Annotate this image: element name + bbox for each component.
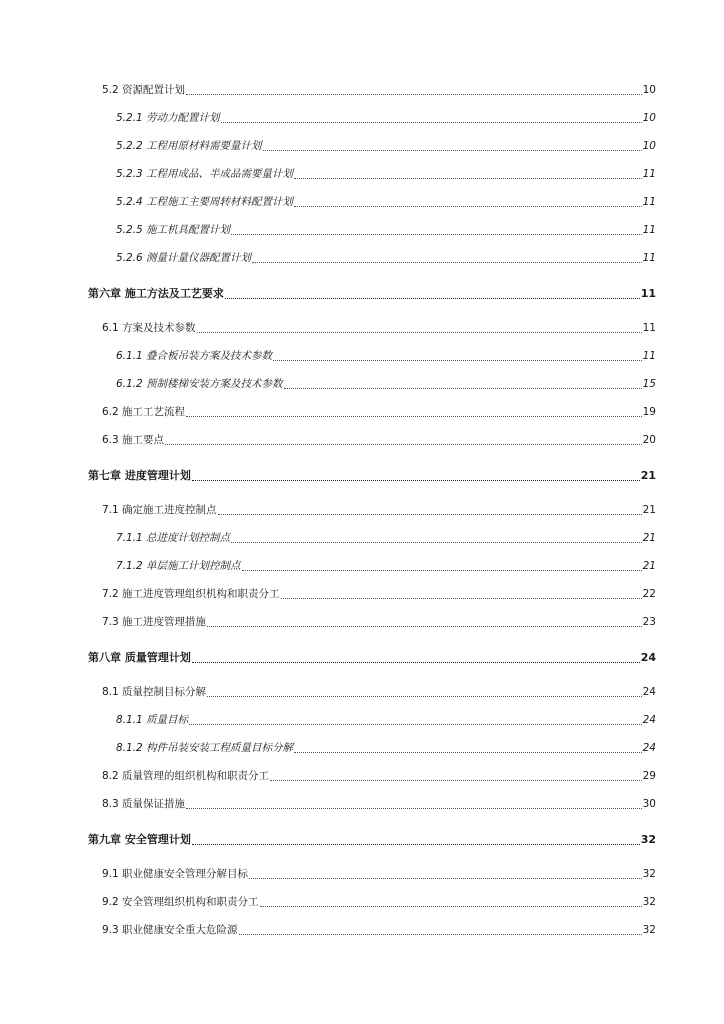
toc-entry-title: 第八章 质量管理计划 [88, 651, 191, 664]
toc-entry-9-2[interactable] [0, 890, 724, 910]
dot-leader [186, 416, 642, 417]
dot-leader [249, 878, 642, 879]
toc-entry-page: 11 [642, 252, 656, 264]
toc-entry-page: 11 [640, 287, 656, 300]
dot-leader [221, 122, 642, 123]
toc-entry-page: 32 [642, 924, 656, 936]
dot-leader [242, 570, 642, 571]
dot-leader [207, 626, 642, 627]
toc-entry-title: 6.2 施工工艺流程 [102, 406, 186, 418]
toc-entry-title: 9.2 安全管理组织机构和职责分工 [102, 896, 259, 908]
toc-entry-8-2[interactable] [0, 764, 724, 784]
toc-entry-page: 19 [642, 406, 656, 418]
toc-entry-6-1-1[interactable] [0, 344, 724, 364]
dot-leader [225, 298, 640, 299]
dot-leader [270, 780, 642, 781]
toc-entry-title: 5.2.5 施工机具配置计划 [116, 224, 231, 236]
toc-entry-page: 15 [642, 378, 656, 390]
toc-entry-page: 21 [640, 469, 656, 482]
toc-entry-page: 10 [642, 112, 656, 124]
toc-entry-title: 7.1 确定施工进度控制点 [102, 504, 217, 516]
dot-leader [294, 752, 642, 753]
toc-entry-title: 5.2.2 工程用原材料需要量计划 [116, 140, 262, 152]
toc-entry-title: 7.1.1 总进度计划控制点 [116, 532, 231, 544]
toc-entry-5-2-3[interactable] [0, 162, 724, 182]
dot-leader [218, 514, 642, 515]
toc-entry-title: 8.1.2 构件吊装安装工程质量目标分解 [116, 742, 294, 754]
toc-entry-9-1[interactable] [0, 862, 724, 882]
toc-entry-page: 11 [642, 322, 656, 334]
dot-leader [263, 150, 642, 151]
toc-entry-9-3[interactable] [0, 918, 724, 938]
toc-chapter-7[interactable] [0, 464, 724, 484]
toc-entry-8-1[interactable] [0, 680, 724, 700]
toc-entry-page: 22 [642, 588, 656, 600]
dot-leader [192, 844, 640, 845]
dot-leader [260, 906, 642, 907]
toc-chapter-8[interactable] [0, 646, 724, 666]
toc-entry-title: 第九章 安全管理计划 [88, 833, 191, 846]
toc-entry-page: 24 [642, 742, 656, 754]
toc-entry-page: 32 [642, 868, 656, 880]
toc-entry-title: 5.2.3 工程用成品、半成品需要量计划 [116, 168, 294, 180]
toc-entry-title: 6.1 方案及技术参数 [102, 322, 196, 334]
toc-entry-page: 23 [642, 616, 656, 628]
toc-entry-title: 7.2 施工进度管理组织机构和职责分工 [102, 588, 280, 600]
toc-entry-5-2-5[interactable] [0, 218, 724, 238]
toc-chapter-6[interactable] [0, 282, 724, 302]
toc-entry-7-1-2[interactable] [0, 554, 724, 574]
toc-entry-title: 5.2 资源配置计划 [102, 84, 186, 96]
toc-entry-page: 21 [642, 504, 656, 516]
toc-entry-page: 21 [642, 532, 656, 544]
toc-entry-title: 第七章 进度管理计划 [88, 469, 191, 482]
toc-entry-8-1-2[interactable] [0, 736, 724, 756]
toc-entry-page: 11 [642, 350, 656, 362]
toc-entry-8-1-1[interactable] [0, 708, 724, 728]
dot-leader [231, 234, 642, 235]
toc-entry-title: 5.2.4 工程施工主要周转材料配置计划 [116, 196, 294, 208]
toc-entry-title: 8.2 质量管理的组织机构和职责分工 [102, 770, 270, 782]
toc-entry-page: 11 [642, 224, 656, 236]
toc-entry-page: 11 [642, 196, 656, 208]
toc-entry-page: 32 [642, 896, 656, 908]
dot-leader [207, 696, 642, 697]
toc-entry-page: 20 [642, 434, 656, 446]
dot-leader [273, 360, 642, 361]
toc-entry-5-2-6[interactable] [0, 246, 724, 266]
toc-entry-5-2-1[interactable] [0, 106, 724, 126]
dot-leader [239, 934, 642, 935]
dot-leader [281, 598, 642, 599]
toc-entry-title: 5.2.1 劳动力配置计划 [116, 112, 220, 124]
dot-leader [186, 94, 642, 95]
toc-entry-5-2-4[interactable] [0, 190, 724, 210]
dot-leader [165, 444, 642, 445]
toc-entry-title: 7.3 施工进度管理措施 [102, 616, 207, 628]
toc-entry-page: 24 [642, 686, 656, 698]
toc-entry-page: 10 [642, 140, 656, 152]
toc-entry-7-2[interactable] [0, 582, 724, 602]
dot-leader [192, 480, 640, 481]
toc-entry-title: 9.1 职业健康安全管理分解目标 [102, 868, 249, 880]
toc-entry-5-2-2[interactable] [0, 134, 724, 154]
dot-leader [231, 542, 642, 543]
toc-entry-title: 第六章 施工方法及工艺要求 [88, 287, 224, 300]
toc-entry-page: 10 [642, 84, 656, 96]
dot-leader [284, 388, 642, 389]
toc-entry-title: 7.1.2 单层施工计划控制点 [116, 560, 241, 572]
toc-entry-6-1[interactable] [0, 316, 724, 336]
toc-entry-title: 5.2.6 测量计量仪器配置计划 [116, 252, 252, 264]
toc-entry-page: 30 [642, 798, 656, 810]
dot-leader [197, 332, 642, 333]
toc-entry-6-2[interactable] [0, 400, 724, 420]
dot-leader [189, 724, 642, 725]
toc-entry-page: 24 [640, 651, 656, 664]
toc-entry-title: 6.1.1 叠合板吊装方案及技术参数 [116, 350, 273, 362]
toc-entry-6-1-2[interactable] [0, 372, 724, 392]
toc-entry-title: 8.1 质量控制目标分解 [102, 686, 207, 698]
toc-entry-5-2[interactable] [0, 78, 724, 98]
toc-entry-page: 24 [642, 714, 656, 726]
toc-entry-title: 9.3 职业健康安全重大危险源 [102, 924, 238, 936]
toc-entry-title: 6.3 施工要点 [102, 434, 165, 446]
toc-entry-title: 6.1.2 预制楼梯安装方案及技术参数 [116, 378, 283, 390]
toc-entry-page: 11 [642, 168, 656, 180]
dot-leader [192, 662, 640, 663]
toc-entry-page: 21 [642, 560, 656, 572]
toc-entry-7-3[interactable] [0, 610, 724, 630]
toc-entry-title: 8.3 质量保证措施 [102, 798, 186, 810]
toc-entry-6-3[interactable] [0, 428, 724, 448]
dot-leader [252, 262, 642, 263]
toc-entry-page: 29 [642, 770, 656, 782]
toc-entry-7-1[interactable] [0, 498, 724, 518]
dot-leader [294, 206, 642, 207]
toc-entry-title: 8.1.1 质量目标 [116, 714, 189, 726]
toc-entry-page: 32 [640, 833, 656, 846]
toc-entry-7-1-1[interactable] [0, 526, 724, 546]
toc-entry-8-3[interactable] [0, 792, 724, 812]
dot-leader [294, 178, 642, 179]
dot-leader [186, 808, 642, 809]
toc-chapter-9[interactable] [0, 828, 724, 848]
